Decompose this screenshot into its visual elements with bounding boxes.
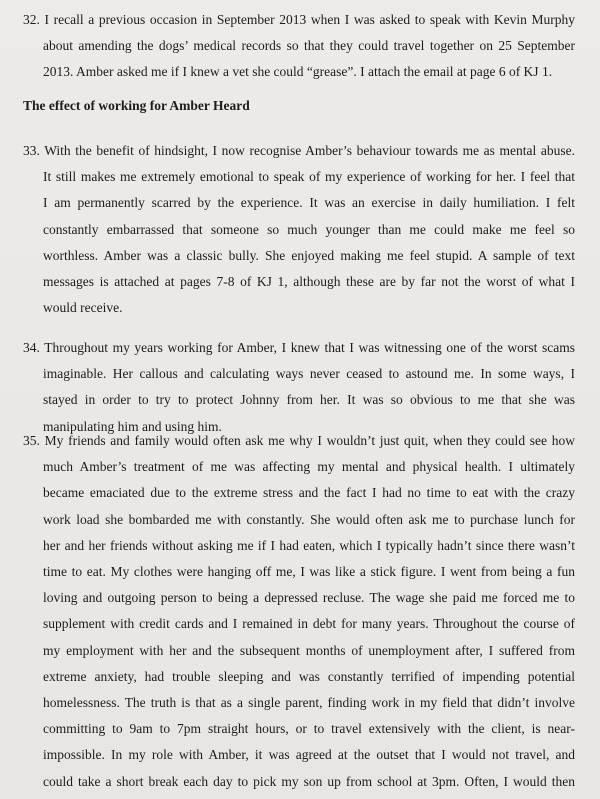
paragraph-number: 34. bbox=[23, 340, 40, 355]
paragraph-line: worthless. Amber was a classic bully. She enjoyed making me feel stupid. A sample of text bbox=[43, 247, 575, 263]
paragraph-line: my employment with her and the subsequent months of unemployment after, I suffered from bbox=[43, 642, 575, 658]
paragraph-line: 32. I recall a previous occasion in September 2013 when I was asked to speak with Kevin Murphy bbox=[23, 12, 575, 27]
paragraph-line: 34. Throughout my years working for Amber, I knew that I was witnessing one of the worst scams bbox=[23, 340, 575, 355]
paragraph-line: time to eat. My clothes were hanging off me, I was like a stick figure. I went from being a fun bbox=[43, 564, 575, 580]
paragraph-line: extreme anxiety, had trouble sleeping and was constantly terrified of impending potential bbox=[43, 668, 575, 684]
paragraph-line: about amending the dogs’ medical records so that they could travel together on 25 September bbox=[43, 38, 575, 54]
paragraph-line: homelessness. The truth is that as a single parent, finding work in my field that didn’t involve bbox=[43, 695, 575, 711]
paragraph-line: 2013. Amber asked me if I knew a vet she could “grease”. I attach the email at page 6 of KJ 1. bbox=[43, 64, 553, 80]
paragraph-line: 33. With the benefit of hindsight, I now recognise Amber’s behaviour towards me as mental abuse. bbox=[23, 143, 575, 158]
paragraph-line: It still makes me extremely emotional to speak of my experience of working for her. I feel that bbox=[43, 169, 575, 185]
paragraph-number: 35. bbox=[23, 433, 40, 448]
paragraph-line: loving and outgoing person to being a depressed recluse. The wage she paid me forced me to bbox=[43, 590, 575, 606]
paragraph-34 bbox=[23, 335, 575, 440]
paragraph-line: became emaciated due to the extreme stress and the fact I had no time to eat with the crazy bbox=[43, 485, 575, 501]
paragraph-line: constantly embarrassed that someone so much younger than me could make me feel so bbox=[43, 221, 575, 237]
paragraph-33 bbox=[23, 138, 575, 321]
paragraph-number: 33. bbox=[23, 143, 40, 158]
paragraph-line: committing to 9am to 7pm straight hours, or to travel extensively with the client, is near- bbox=[43, 721, 575, 737]
section-heading: The effect of working for Amber Heard bbox=[23, 98, 250, 113]
paragraph-line: 35. My friends and family would often ask me why I wouldn’t just quit, when they could see how bbox=[23, 433, 576, 448]
paragraph-35 bbox=[23, 428, 575, 795]
paragraph-32 bbox=[23, 7, 575, 86]
paragraph-line: imaginable. Her callous and calculating ways never ceased to astound me. In some ways, I bbox=[43, 366, 575, 382]
paragraph-number: 32. bbox=[23, 12, 40, 27]
paragraph-line: would receive. bbox=[43, 300, 123, 316]
paragraph-line: supplement with credit cards and I remained in debt for many years. Throughout the course of bbox=[43, 616, 575, 632]
paragraph-line: stayed in order to try to protect Johnny from her. It was so obvious to me that she was bbox=[43, 392, 575, 408]
paragraph-line: impossible. In my role with Amber, it was agreed at the outset that I would not travel, and bbox=[43, 747, 575, 763]
paragraph-line: messages is attached at pages 7-8 of KJ 1, although these are by far not the worst of what I bbox=[43, 274, 575, 290]
paragraph-line: manipulating him and using him. bbox=[43, 418, 222, 434]
paragraph-line: work load she bombarded me with constantly. She would often ask me to purchase lunch for bbox=[43, 511, 575, 527]
paragraph-line: I am permanently scarred by the experience. It was an exercise in daily humiliation. I felt bbox=[43, 195, 575, 211]
paragraph-line: her and her friends without asking me if I had eaten, which I typically hadn’t since there wasn’t bbox=[43, 537, 575, 553]
paragraph-line: could take a short break each day to pick my son up from school at 3pm. Often, I would then bbox=[43, 773, 575, 789]
paragraph-line: much Amber’s treatment of me was affecting my mental and physical health. I ultimately bbox=[43, 459, 575, 475]
